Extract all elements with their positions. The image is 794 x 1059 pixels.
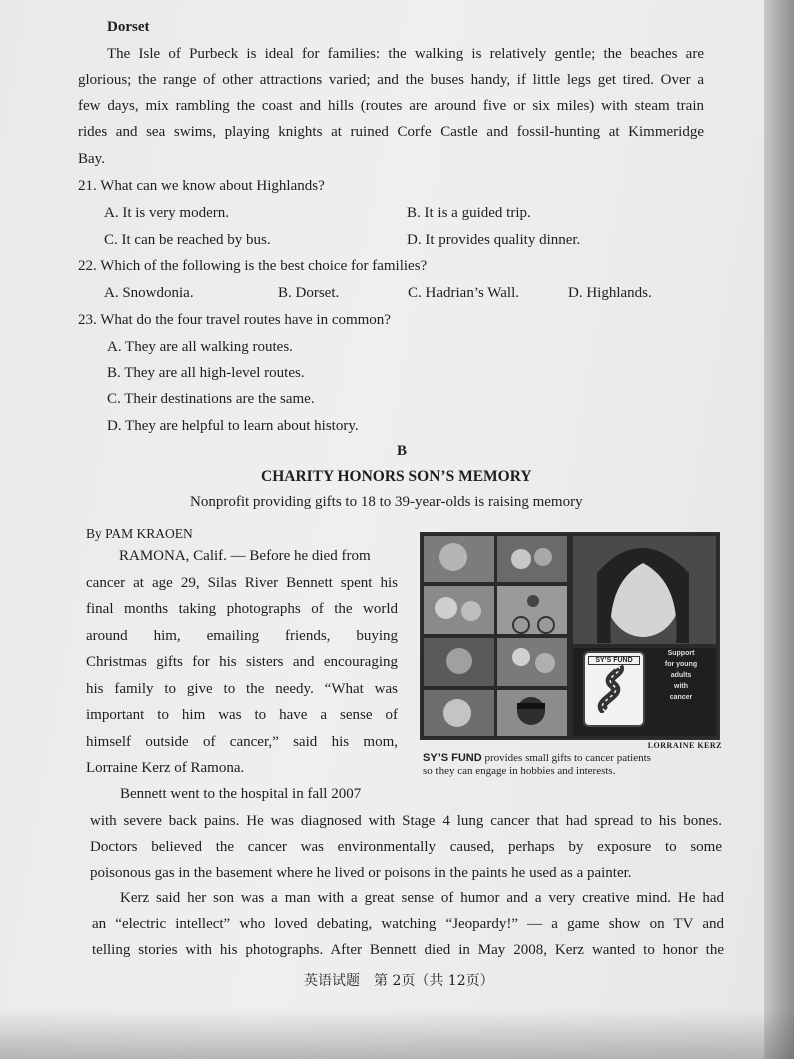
article-column-line: around him, emailing friends, buying xyxy=(86,628,398,644)
article-column-line: Bennett went to the hospital in fall 2007 xyxy=(120,786,362,802)
question-22-option-d: D. Highlands. xyxy=(568,285,652,301)
section-letter: B xyxy=(396,443,407,459)
sys-fund-logo-text: SY’S FUND xyxy=(588,656,640,665)
question-22-stem: 22. Which of the following is the best choice for families? xyxy=(78,258,428,274)
article-column-line: cancer at age 29, Silas River Bennett spent his xyxy=(86,575,398,591)
photo-caption-bold: SY’S FUND xyxy=(423,752,482,764)
support-line: Support xyxy=(667,650,695,657)
question-22-option-a: A. Snowdonia. xyxy=(104,285,194,301)
article-byline: By PAM KRAOEN xyxy=(86,526,193,541)
question-23-stem: 23. What do the four travel routes have in common? xyxy=(78,312,391,328)
article-line: an “electric intellect” who loved debating, watching “Jeopardy!” — a game show on TV and xyxy=(92,916,724,932)
question-22-option-b: B. Dorset. xyxy=(278,285,340,301)
question-21-stem: 21. What can we know about Highlands? xyxy=(78,178,325,194)
bottom-shadow xyxy=(0,1009,794,1059)
article-line: with severe back pains. He was diagnosed with Stage 4 lung cancer that had spread to his bones. xyxy=(90,813,722,829)
article-line: Doctors believed the cancer was environmentally caused, perhaps by exposure to some xyxy=(90,839,722,855)
question-23-option-c: C. Their destinations are the same. xyxy=(107,391,315,407)
article-line: poisonous gas in the basement where he lived or poisons in the paints he used as a painter. xyxy=(90,865,632,881)
article-column-line: Christmas gifts for his sisters and encouraging xyxy=(86,654,398,670)
support-line: for young xyxy=(664,661,698,668)
support-line: with xyxy=(674,683,688,690)
dorset-line: The Isle of Purbeck is ideal for families: the walking is relatively gentle; the beaches are xyxy=(107,46,704,62)
dorset-line: Bay. xyxy=(78,151,105,167)
question-21-option-c: C. It can be reached by bus. xyxy=(104,232,271,248)
article-title: CHARITY HONORS SON’S MEMORY xyxy=(261,468,532,485)
road-icon xyxy=(585,665,639,713)
sys-fund-logo xyxy=(583,651,645,727)
dorset-heading: Dorset xyxy=(107,19,150,35)
article-column-line: his family to give to the needy. “What was xyxy=(86,681,398,697)
article-column-line: RAMONA, Calif. — Before he died from xyxy=(119,548,371,564)
question-23-option-b: B. They are all high-level routes. xyxy=(107,365,305,381)
article-column-line: important to him was to have a sense of xyxy=(86,707,398,723)
photo-credit: LORRAINE KERZ xyxy=(647,741,722,750)
question-23-option-a: A. They are all walking routes. xyxy=(107,339,293,355)
question-22-option-c: C. Hadrian’s Wall. xyxy=(408,285,519,301)
article-line: Kerz said her son was a man with a great sense of humor and a very creative mind. He had xyxy=(120,890,724,906)
article-line: telling stories with his photographs. After Bennett died in May 2008, Kerz wanted to honor the xyxy=(92,942,724,958)
photo-caption xyxy=(423,752,651,765)
dorset-line: glorious; the range of other attractions varied; and the buses handy, if little legs get tired. Over a xyxy=(78,72,704,88)
photo-caption-line-2: so they can engage in hobbies and interests. xyxy=(423,765,616,777)
question-21-option-b: B. It is a guided trip. xyxy=(407,205,531,221)
question-21-option-a: A. It is very modern. xyxy=(104,205,229,221)
photo-caption-rest: provides small gifts to cancer patients xyxy=(481,752,651,764)
support-line: adults xyxy=(670,672,692,679)
dorset-line: rides and sea swims, playing knights at ruined Corfe Castle and fossil-hunting at Kimmeridge xyxy=(78,124,704,140)
question-21-option-d: D. It provides quality dinner. xyxy=(407,232,581,248)
article-column-line: final months taking photographs of the world xyxy=(86,601,398,617)
page-footer: 英语试题 第 2页（共 12页） xyxy=(304,973,494,989)
article-subtitle: Nonprofit providing gifts to 18 to 39-year-olds is raising memory xyxy=(190,494,583,510)
article-column-line: Lorraine Kerz of Ramona. xyxy=(86,760,245,776)
support-text xyxy=(648,648,714,710)
support-line: cancer xyxy=(669,694,693,701)
dorset-line: few days, mix rambling the coast and hills (routes are around five or six miles) with steam train xyxy=(78,98,704,114)
question-23-option-d: D. They are helpful to learn about history. xyxy=(107,418,359,434)
article-column-line: himself outside of cancer,” said his mom, xyxy=(86,734,398,750)
